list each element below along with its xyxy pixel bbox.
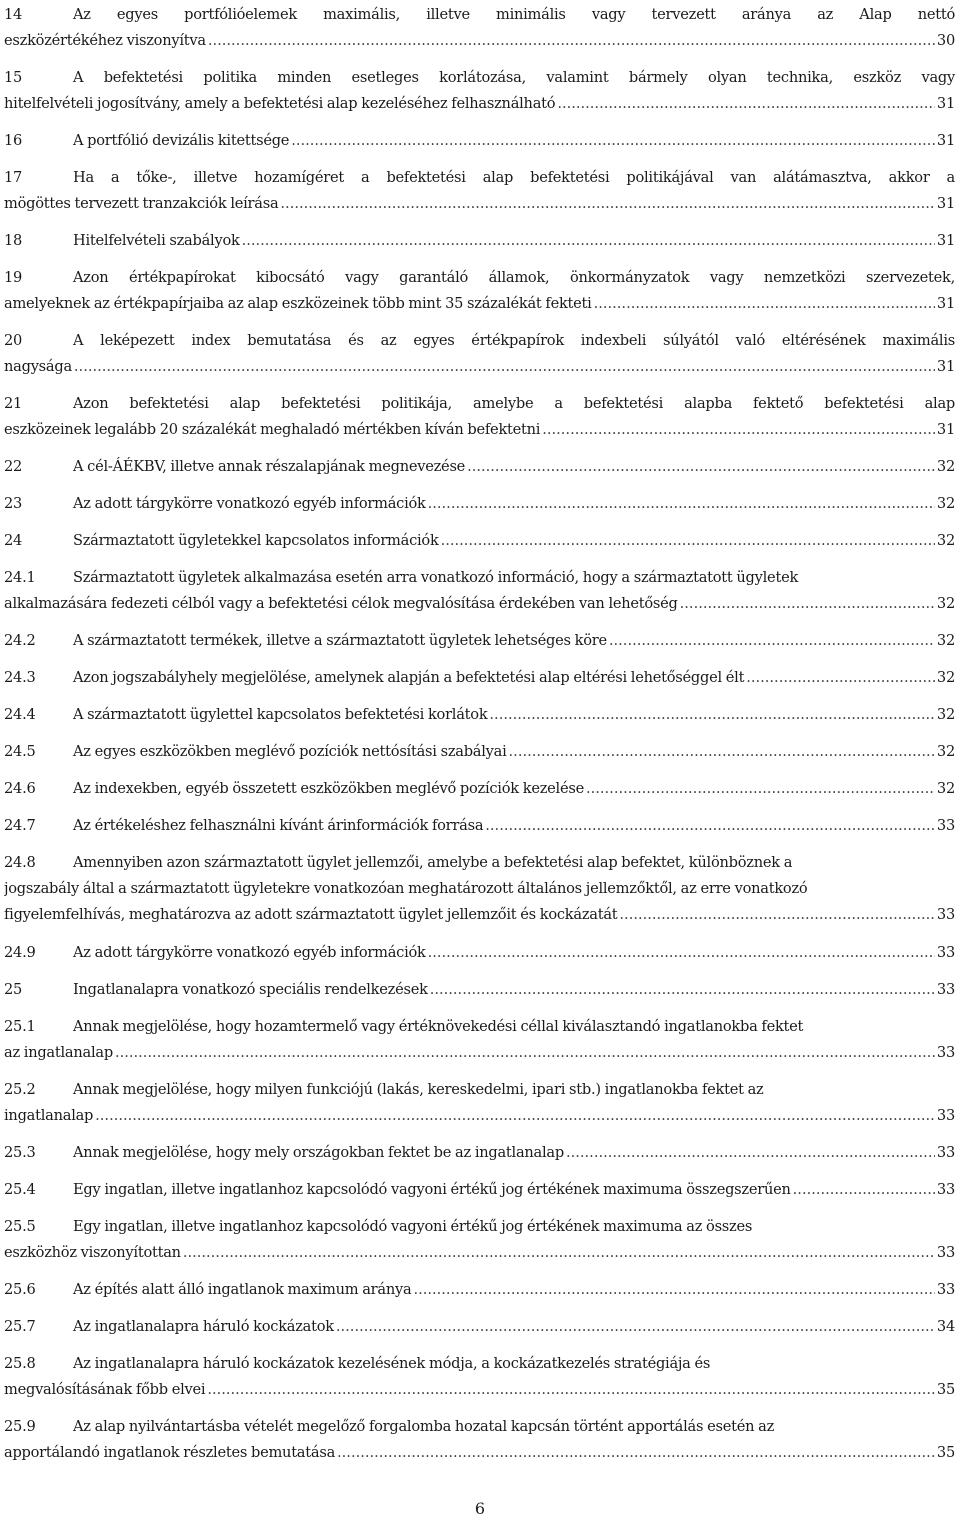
toc-entry-number: 25.9 — [4, 1418, 36, 1435]
dot-leader — [485, 813, 935, 839]
toc-entry-number: 24.9 — [4, 944, 36, 961]
toc-entry-page: 33 — [936, 1281, 955, 1298]
toc-entry[interactable] — [4, 454, 955, 480]
toc-entry[interactable] — [4, 328, 955, 380]
toc-entry-title-line: Származtatott ügyletekkel kapcsolatos információk — [73, 532, 439, 549]
toc-entry-title-line: Annak megjelölése, hogy milyen funkciójú (lakás, kereskedelmi, ipari stb.) ingatlanokba fektet az — [73, 1081, 764, 1098]
dot-leader — [746, 665, 935, 691]
toc-entry-number: 24 — [4, 532, 23, 549]
toc-entry-title-line: eszközértékéhez viszonyítva — [4, 32, 206, 49]
toc-entry-number: 25.4 — [4, 1181, 36, 1198]
toc-entry-number: 22 — [4, 458, 23, 475]
dot-leader — [509, 739, 935, 765]
toc-entry[interactable] — [4, 1277, 955, 1303]
toc-entry-title-line: hitelfelvételi jogosítvány, amely a befektetési alap kezeléséhez felhasználható — [4, 95, 556, 112]
toc-entry-number: 24.5 — [4, 743, 36, 760]
toc-entry-page: 33 — [936, 1144, 955, 1161]
dot-leader — [793, 1177, 935, 1203]
dot-leader — [428, 940, 935, 966]
dot-leader — [291, 128, 935, 154]
toc-entry[interactable] — [4, 1140, 955, 1166]
toc-entry-title-line: Egy ingatlan, illetve ingatlanhoz kapcsolódó vagyoni értékű jog értékének maximuma az összes — [73, 1218, 753, 1235]
dot-leader — [428, 491, 935, 517]
toc-entry-title-line: Ha a tőke-, illetve hozamígéret a befektetési alap befektetési politikájával van alátámasztva, akkor a — [73, 169, 955, 186]
toc-entry[interactable] — [4, 1014, 955, 1066]
toc-entry-number: 24.8 — [4, 854, 36, 871]
toc-entry-page: 33 — [936, 944, 955, 961]
toc-entry[interactable] — [4, 940, 955, 966]
toc-entry-number: 24.1 — [4, 569, 36, 586]
toc-entry-number: 25.5 — [4, 1218, 36, 1235]
toc-entry-number: 23 — [4, 495, 23, 512]
toc-entry-number: 21 — [4, 395, 23, 412]
toc-entry[interactable] — [4, 265, 955, 317]
toc-entry-title-line: Hitelfelvételi szabályok — [73, 232, 240, 249]
toc-entry-title-line: Annak megjelölése, hogy mely országokban fektet be az ingatlanalap — [73, 1144, 564, 1161]
toc-entry-title-line: Annak megjelölése, hogy hozamtermelő vagy értéknövekedési céllal kiválasztandó ingatlanokba fektet — [73, 1018, 804, 1035]
toc-entry-page: 33 — [936, 1181, 955, 1198]
toc-entry-title-line: Az indexekben, egyéb összetett eszközökben meglévő pozíciók kezelése — [73, 780, 584, 797]
toc-entry-page: 34 — [936, 1318, 955, 1335]
toc-entry-title-line: mögöttes tervezett tranzakciók leírása — [4, 195, 279, 212]
toc-entry-title-line: A származtatott termékek, illetve a származtatott ügyletek lehetséges köre — [73, 632, 607, 649]
toc-entry-page: 32 — [936, 669, 955, 686]
dot-leader — [336, 1314, 935, 1340]
toc-entry-page: 33 — [936, 1044, 955, 1061]
toc-entry[interactable] — [4, 977, 955, 1003]
toc-entry[interactable] — [4, 1314, 955, 1340]
toc-entry[interactable] — [4, 813, 955, 839]
toc-entry[interactable] — [4, 1414, 955, 1466]
dot-leader — [74, 354, 935, 380]
dot-leader — [566, 1140, 935, 1166]
toc-entry-title-line: jogszabály által a származtatott ügyletekre vonatkozóan meghatározott általános jellemzőktől, az erre vonatkozó — [4, 880, 808, 897]
toc-entry-number: 25.6 — [4, 1281, 36, 1298]
toc-entry-title-line: Egy ingatlan, illetve ingatlanhoz kapcsolódó vagyoni értékű jog értékének maximuma összegszerűen — [73, 1181, 791, 1198]
toc-entry[interactable] — [4, 2, 955, 54]
toc-entry-page: 33 — [936, 817, 955, 834]
dot-leader — [413, 1277, 934, 1303]
toc-entry-title-line: Ingatlanalapra vonatkozó speciális rendelkezések — [73, 981, 428, 998]
dot-leader — [242, 228, 935, 254]
toc-entry-number: 25.8 — [4, 1355, 36, 1372]
toc-entry[interactable] — [4, 491, 955, 517]
dot-leader — [594, 291, 935, 317]
toc-entry-title-line: A portfólió devizális kitettsége — [73, 132, 290, 149]
toc-entry-number: 24.7 — [4, 817, 36, 834]
toc-entry-title-line: Az alap nyilvántartásba vételét megelőző forgalomba hozatal kapcsán történt apportálás esetén az — [73, 1418, 775, 1435]
dot-leader — [441, 528, 935, 554]
dot-leader — [680, 591, 935, 617]
toc-entry-page: 33 — [936, 1244, 955, 1261]
dot-leader — [183, 1240, 935, 1266]
toc-entry-number: 25.2 — [4, 1081, 36, 1098]
toc-entry-page: 31 — [936, 95, 955, 112]
toc-entry[interactable] — [4, 1077, 955, 1129]
dot-leader — [557, 91, 935, 117]
toc-entry-page: 32 — [936, 458, 955, 475]
toc-entry-number: 18 — [4, 232, 23, 249]
toc-entry-page: 32 — [936, 532, 955, 549]
toc-entry[interactable] — [4, 1177, 955, 1203]
toc-entry-page: 30 — [936, 32, 955, 49]
toc-entry-number: 25.1 — [4, 1018, 36, 1035]
toc-entry-number: 25 — [4, 981, 23, 998]
toc-entry-title-line: apportálandó ingatlanok részletes bemutatása — [4, 1444, 336, 1461]
dot-leader — [208, 28, 935, 54]
toc-entry-number: 24.6 — [4, 780, 36, 797]
toc-entry-title-line: A befektetési politika minden esetleges korlátozása, valamint bármely olyan technika, eszköz vagy — [73, 69, 955, 86]
toc-entry-title-line: Az adott tárgykörre vonatkozó egyéb információk — [73, 944, 426, 961]
toc-entry-title-line: nagysága — [4, 358, 72, 375]
toc-entry-title-line: Az értékeléshez felhasználni kívánt árinformációk forrása — [73, 817, 484, 834]
toc-entry-page: 31 — [936, 195, 955, 212]
toc-entry[interactable] — [4, 702, 955, 728]
toc-entry-page: 32 — [936, 743, 955, 760]
toc-entry[interactable] — [4, 565, 955, 617]
toc-entry-title-line: megvalósításának főbb elvei — [4, 1381, 206, 1398]
toc-entry-number: 17 — [4, 169, 23, 186]
toc-entry-page: 31 — [936, 358, 955, 375]
dot-leader — [467, 454, 935, 480]
dot-leader — [115, 1040, 935, 1066]
toc-entry[interactable] — [4, 665, 955, 691]
dot-leader — [207, 1377, 935, 1403]
toc-entry-page: 31 — [936, 132, 955, 149]
dot-leader — [542, 417, 935, 443]
toc-entry-number: 20 — [4, 332, 23, 349]
toc-entry-title-line: A leképezett index bemutatása és az egyes értékpapírok indexbeli súlyától való eltérésének maximális — [73, 332, 955, 349]
toc-entry-page: 32 — [936, 632, 955, 649]
toc-entry-title-line: amelyeknek az értékpapírjaiba az alap eszközeinek több mint 35 százalékát fekteti — [4, 295, 592, 312]
toc-entry-title-line: eszközeinek legalább 20 százalékát meghaladó mértékben kíván befektetni — [4, 421, 541, 438]
toc-entry-title-line: az ingatlanalap — [4, 1044, 113, 1061]
dot-leader — [586, 776, 935, 802]
toc-entry[interactable] — [4, 228, 955, 254]
dot-leader — [280, 191, 935, 217]
toc-entry-title-line: Azon befektetési alap befektetési politikája, amelybe a befektetési alapba fektető befektetési alap — [73, 395, 955, 412]
page-number: 6 — [474, 1499, 486, 1518]
toc-entry-page: 32 — [936, 706, 955, 723]
toc-entry[interactable] — [4, 165, 955, 217]
dot-leader — [619, 902, 935, 928]
dot-leader — [489, 702, 935, 728]
toc-entry-title-line: Amennyiben azon származtatott ügylet jellemzői, amelybe a befektetési alap befektet, különböznek a — [73, 854, 793, 871]
toc-entry-title-line: Az egyes eszközökben meglévő pozíciók nettósítási szabályai — [73, 743, 507, 760]
toc-entry-number: 15 — [4, 69, 23, 86]
toc-entry-page: 32 — [936, 780, 955, 797]
toc-entry-page: 32 — [936, 495, 955, 512]
toc-entry[interactable] — [4, 1351, 955, 1403]
toc-entry-title-line: ingatlanalap — [4, 1107, 94, 1124]
toc-entry-title-line: A cél-ÁÉKBV, illetve annak részalapjának megnevezése — [73, 458, 466, 475]
toc-entry-title-line: eszközhöz viszonyítottan — [4, 1244, 181, 1261]
toc-entry-page: 31 — [936, 295, 955, 312]
toc-entry[interactable] — [4, 628, 955, 654]
toc-entry-title-line: Az építés alatt álló ingatlanok maximum aránya — [73, 1281, 412, 1298]
toc-entry[interactable] — [4, 1214, 955, 1266]
toc-entry-title-line: A származtatott ügylettel kapcsolatos befektetési korlátok — [73, 706, 488, 723]
toc-entry-number: 24.2 — [4, 632, 36, 649]
toc-entry-number: 14 — [4, 6, 23, 23]
toc-entry-title-line: Azon jogszabályhely megjelölése, amelynek alapján a befektetési alap eltérési lehetőséggel élt — [73, 669, 745, 686]
toc-entry-title-line: Az egyes portfólióelemek maximális, illetve minimális vagy tervezett aránya az Alap nettó — [73, 6, 955, 23]
dot-leader — [95, 1103, 935, 1129]
toc-entry-title-line: figyelemfelhívás, meghatározva az adott származtatott ügylet jellemzőit és kockázatát — [4, 906, 618, 923]
toc-entry-page: 33 — [936, 981, 955, 998]
toc-entry-title-line: Azon értékpapírokat kibocsátó vagy garantáló államok, önkormányzatok vagy nemzetközi szervezetek, — [73, 269, 955, 286]
toc-entry-number: 24.4 — [4, 706, 36, 723]
toc-entry-page: 31 — [936, 232, 955, 249]
toc-entry[interactable] — [4, 850, 955, 928]
toc-entry-title-line: Az ingatlanalapra háruló kockázatok kezelésének módja, a kockázatkezelés stratégiája és — [73, 1355, 711, 1372]
toc-entry[interactable] — [4, 528, 955, 554]
toc-entry-number: 16 — [4, 132, 23, 149]
dot-leader — [430, 977, 935, 1003]
toc-entry-title-line: Az ingatlanalapra háruló kockázatok — [73, 1318, 334, 1335]
toc-entry-number: 25.7 — [4, 1318, 36, 1335]
toc-entry-number: 25.3 — [4, 1144, 36, 1161]
toc-entry-page: 32 — [936, 595, 955, 612]
toc-entry[interactable] — [4, 739, 955, 765]
toc-entry[interactable] — [4, 65, 955, 117]
toc-entry[interactable] — [4, 391, 955, 443]
dot-leader — [337, 1440, 935, 1466]
toc-entry[interactable] — [4, 776, 955, 802]
toc-entry-page: 31 — [936, 421, 955, 438]
toc-entry[interactable] — [4, 128, 955, 154]
toc-entry-page: 35 — [936, 1381, 955, 1398]
toc-entry-page: 35 — [936, 1444, 955, 1461]
toc-entry-title-line: alkalmazására fedezeti célból vagy a befektetési célok megvalósítása érdekében van lehetőség — [4, 595, 678, 612]
toc-entry-number: 24.3 — [4, 669, 36, 686]
toc-entry-page: 33 — [936, 1107, 955, 1124]
toc-entry-number: 19 — [4, 269, 23, 286]
toc-entry-title-line: Az adott tárgykörre vonatkozó egyéb információk — [73, 495, 426, 512]
dot-leader — [609, 628, 935, 654]
toc-entry-title-line: Származtatott ügyletek alkalmazása esetén arra vonatkozó információ, hogy a származtatott ügyletek — [73, 569, 799, 586]
toc-entry-page: 33 — [936, 906, 955, 923]
